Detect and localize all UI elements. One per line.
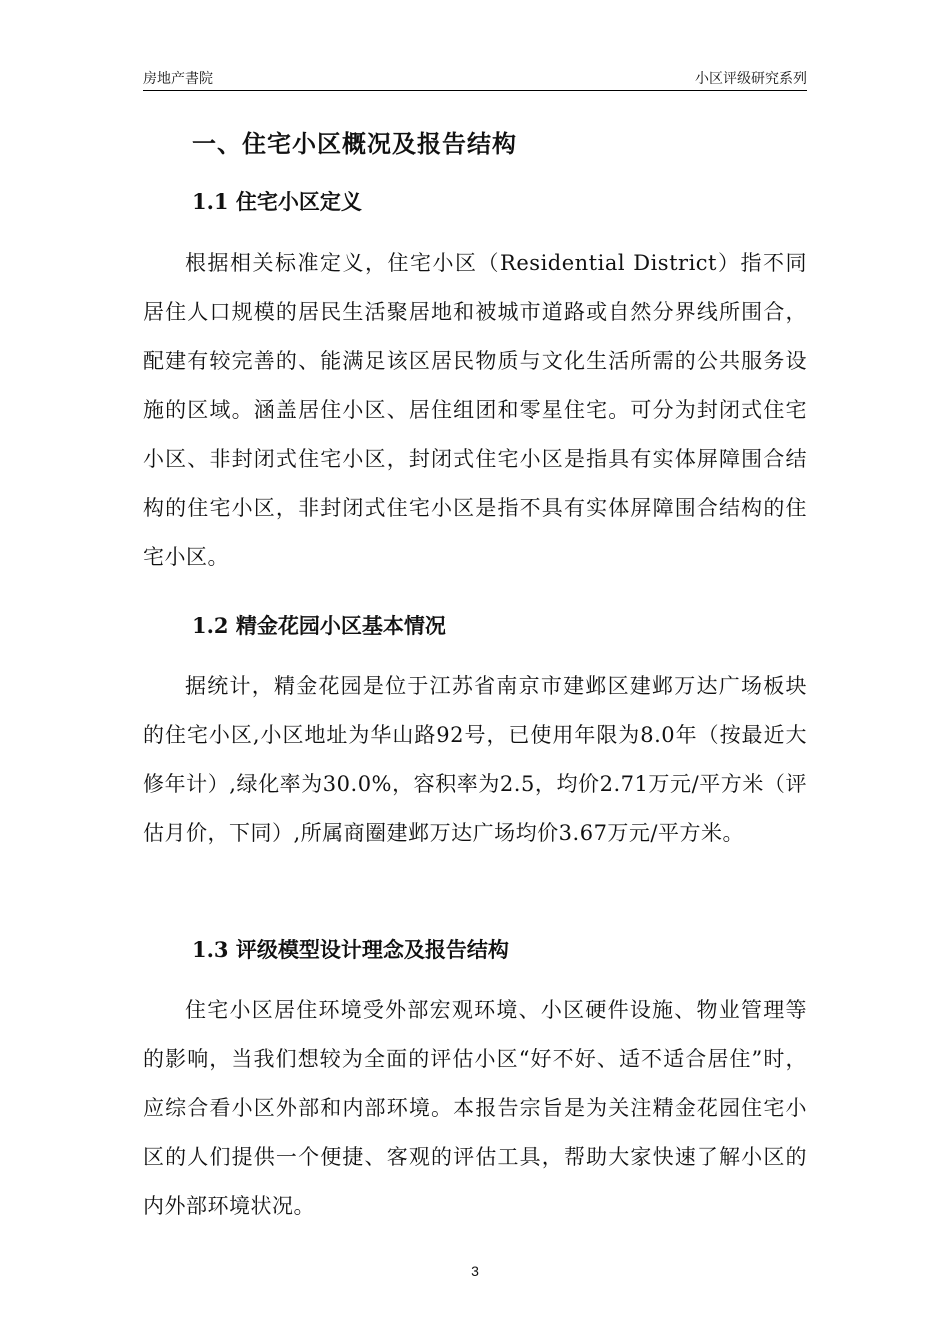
- section-heading-1-1: 1.1 住宅小区定义: [192, 189, 362, 214]
- header-series-title: 小区评级研究系列: [695, 71, 807, 87]
- header-publisher: 房地产書院: [143, 71, 213, 87]
- page-header: [143, 66, 807, 91]
- page-number: 3: [471, 1263, 479, 1279]
- section-heading-1-3: 1.3 评级模型设计理念及报告结构: [192, 937, 509, 962]
- chapter-title: 一、住宅小区概况及报告结构: [192, 129, 517, 158]
- section-paragraph-1-1: 根据相关标准定义，住宅小区（Residential District）指不同居住人口规模的居民生活聚居地和被城市道路或自然分界线所围合，配建有较完善的、能满足该区居民物质与文化生活所需的公共服务设施的区域。涵盖居住小区、居住组团和零星住宅。可分为封闭式住宅小区、非封闭式住宅小区，封闭式住宅小区是指具有实体屏障围合结构的住宅小区，非封闭式住宅小区是指不具有实体屏障围合结构的住宅小区。: [143, 251, 807, 569]
- section-heading-1-2: 1.2 精金花园小区基本情况: [192, 613, 446, 638]
- section-paragraph-1-2: 据统计，精金花园是位于江苏省南京市建邺区建邺万达广场板块的住宅小区,小区地址为华山路92号，已使用年限为8.0年（按最近大修年计）,绿化率为30.0%，容积率为2.5，均价2.71万元/平方米（评估月价，下同）,所属商圈建邺万达广场均价3.67万元/平方米。: [143, 674, 807, 845]
- section-paragraph-1-3: 住宅小区居住环境受外部宏观环境、小区硬件设施、物业管理等的影响，当我们想较为全面的评估小区“好不好、适不适合居住”时，应综合看小区外部和内部环境。本报告宗旨是为关注精金花园住宅小区的人们提供一个便捷、客观的评估工具，帮助大家快速了解小区的内外部环境状况。: [143, 998, 807, 1218]
